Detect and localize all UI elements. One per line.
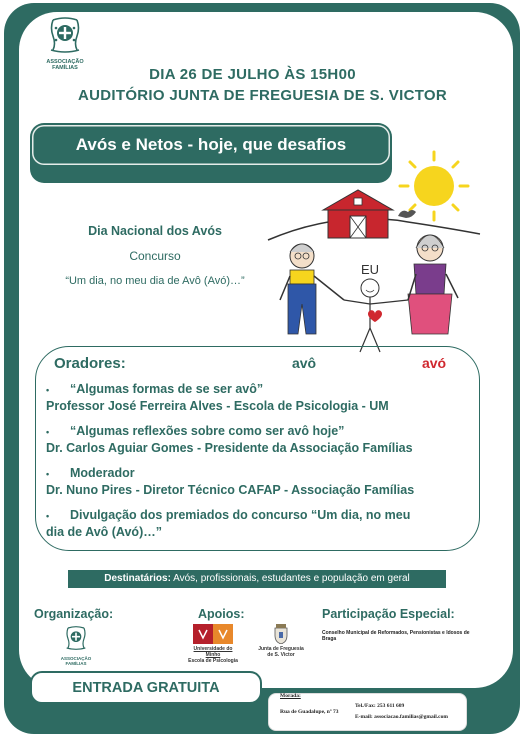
speaker-item [46,423,466,456]
contact-email: E-mail: associacao.familias@gmail.com [355,714,448,720]
grandmother-figure [408,235,458,334]
junta-logo [252,624,310,658]
uminho-line2: Escola de Psicologia [188,658,238,664]
coat-of-arms-icon [272,624,290,644]
audience-label: Destinatários: [104,573,171,584]
concurso-heading: Dia Nacional dos Avós [88,224,222,238]
speaker-item-line1: Moderador [70,466,135,480]
speaker-item [46,465,466,498]
apoios-label: Apoios: [198,607,245,621]
contact-address: Rua de Guadalupe, nº 73 [280,709,339,715]
speakers-title: Oradores: [54,355,126,372]
speakers-box [35,346,480,551]
uminho-emblem-icon [193,624,233,644]
contact-phone: Tel./Fax: 253 611 609 [355,703,405,709]
organizer-logo [58,625,94,666]
eu-label: EU [360,262,380,277]
bullet-mark: • [46,468,50,479]
event-venue: AUDITÓRIO JUNTA DE FREGUESIA DE S. VICTOR [78,87,447,104]
concurso-sub: Concurso [129,249,181,263]
speaker-item-line1: “Algumas formas de se ser avô” [70,382,264,396]
speaker-item-line1: “Algumas reflexões sobre como ser avô hoje” [70,424,345,438]
participacao-text: Conselho Municipal de Reformados, Pensionistas e Idosos de Braga [322,630,470,642]
uminho-logo [188,624,238,664]
junta-line2: de S. Victor [267,652,295,658]
audience-text: Avós, profissionais, estudantes e população em geral [170,573,410,584]
bullet-mark: • [46,510,50,521]
organizacao-label: Organização: [34,607,114,621]
bullet-mark: • [46,426,50,437]
family-emblem-icon [47,16,83,54]
speaker-item-line2: Professor José Ferreira Alves - Escola de Psicologia - UM [46,398,389,413]
avo-m-label: avô [291,355,317,371]
speaker-item [46,381,466,414]
organizer-logo-line2: FAMÍLIAS [65,661,87,666]
speaker-item-line2: Dr. Nuno Pires - Diretor Técnico CAFAP - Associação Famílias [46,482,415,497]
speaker-item [46,507,466,540]
associacao-familias-logo [42,16,88,71]
junta-line1: Junta de Freguesia [258,646,304,652]
event-title: Avós e Netos - hoje, que desafios [32,125,390,165]
logo-text-line2: FAMÍLIAS [52,65,78,71]
speaker-item-line1: Divulgação dos premiados do concurso “Um dia, no meu [70,508,411,522]
grandparents-illustration [258,138,482,374]
grandfather-figure [280,244,344,334]
speaker-item-line2: dia de Avô (Avó)…” [46,524,162,539]
family-emblem-icon [64,625,88,651]
audience-banner [68,570,446,588]
child-figure [344,262,408,352]
concurso-quote: “Um dia, no meu dia de Avô (Avó)…” [65,275,245,287]
organizer-logo-line1: ASSOCIAÇÃO [60,656,92,661]
barn-icon [323,190,393,238]
contact-box [268,693,467,731]
contact-heading: Morada: [280,693,301,699]
logo-text-line1: ASSOCIAÇÃO [46,59,84,65]
avo-f-label: avó [421,355,447,371]
participacao-label: Participação Especial: [322,607,455,621]
sun-icon [400,152,468,220]
event-date: DIA 26 DE JULHO ÀS 15H00 [149,66,356,83]
speaker-item-line2: Dr. Carlos Aguiar Gomes - Presidente da Associação Famílias [46,440,413,455]
uminho-line1: Universidade do Minho [193,646,233,658]
bullet-mark: • [46,384,50,395]
free-entry-badge: ENTRADA GRATUITA [30,671,262,704]
